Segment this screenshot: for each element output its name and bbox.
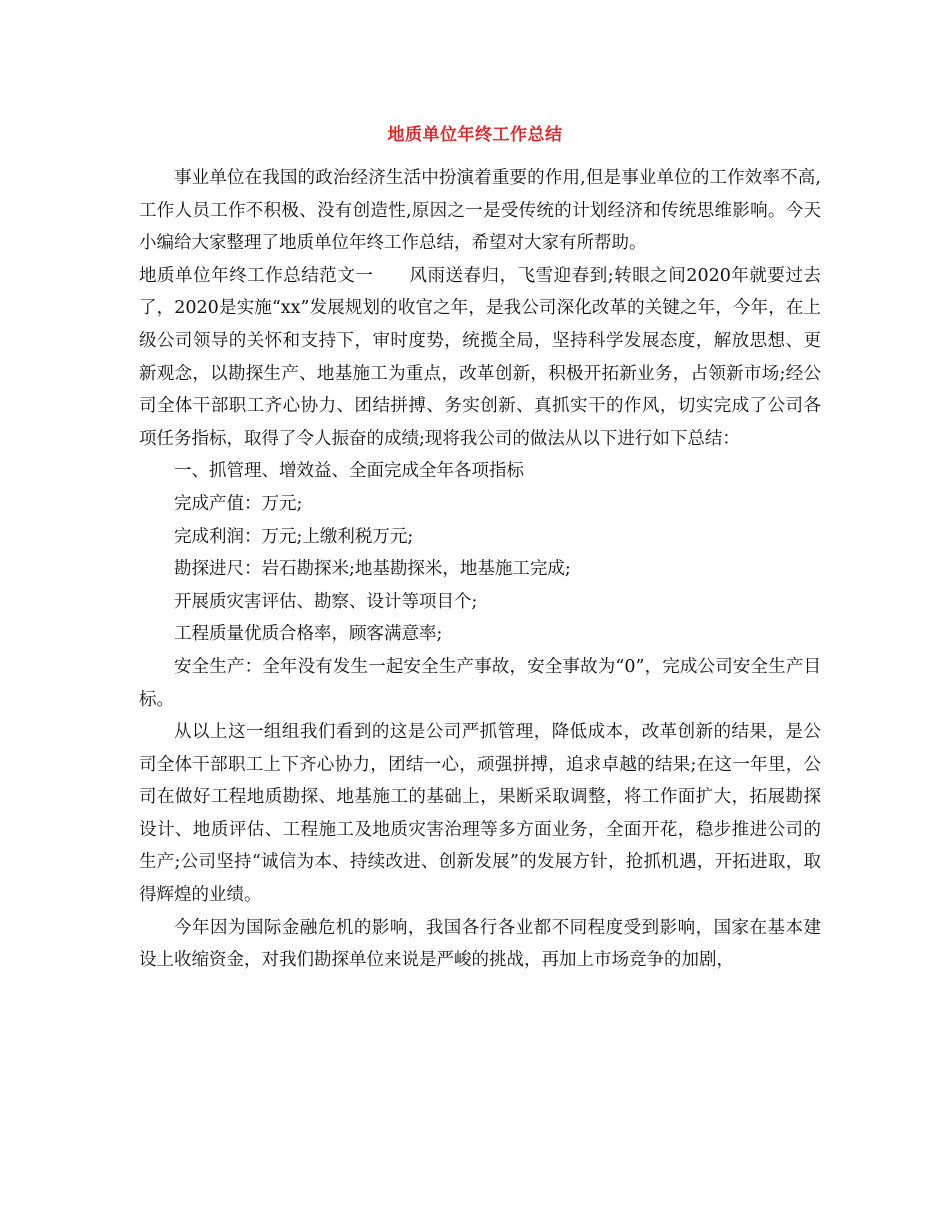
list-item-projects: 开展质灾害评估、勘察、设计等项目个; [174,591,478,612]
list-item-quality: 工程质量优质合格率，顾客满意率; [174,624,443,645]
list-item-progress: 勘探进尺：岩石勘探米;地基勘探米，地基施工完成; [174,559,571,580]
paragraph-result: 从以上这一组组我们看到的这是公司严抓管理，降低成本，改革创新的结果，是公司全体干部职工上下齐心协力，团结一心，顽强拼搏，追求卓越的结果;在这一年里，公司在做好工程地质勘探、地基施工的基础上，果断采取调整，将工作面扩大，拓展勘探设计、地质评估、工程施工及地质灾害治理等多方面业务，全面开花，稳步推进公司的生产;公司坚持“诚信为本、持续改进、创新发展”的发展方针，抢抓机遇，开拓进取，取得辉煌的业绩。 [139,722,821,906]
paragraph-safety: 安全生产：全年没有发生一起安全生产事故，安全事故为“0”，完成公司安全生产目标。 [139,656,821,710]
paragraph-sample-heading: 地质单位年终工作总结范文一 风雨送春归，飞雪迎春到;转眼之间2020年就要过去了，2020是实施“xx”发展规划的收官之年，是我公司深化改革的关键之年，今年，在上级公司领导的关怀和支持下，审时度势，统揽全局，坚持科学发展态度，解放思想、更新观念，以勘探生产、地基施工为重点，改革创新，积极开拓新业务，占领新市场;经公司全体干部职工齐心协力、团结拼搏、务实创新、真抓实干的作风，切实完成了公司各项任务指标，取得了令人振奋的成绩;现将我公司的做法从以下进行如下总结： [139,265,821,449]
section-heading: 一、抓管理、增效益、全面完成全年各项指标 [174,461,524,482]
list-item-profit: 完成利润：万元;上缴利税万元; [174,526,414,547]
paragraph-intro: 事业单位在我国的政治经济生活中扮演着重要的作用,但是事业单位的工作效率不高,工作人员工作不积极、没有创造性,原因之一是受传统的计划经济和传统思维影响。今天小编给大家整理了地质单位年终工作总结，希望对大家有所帮助。 [139,168,821,254]
document-body [139,162,821,977]
list-item-output-value: 完成产值：万元; [174,493,303,514]
document-title: 地质单位年终工作总结 [387,125,563,145]
paragraph-crisis: 今年因为国际金融危机的影响，我国各行各业都不同程度受到影响，国家在基本建设上收缩资金，对我们勘探单位来说是严峻的挑战，再加上市场竞争的加剧， [139,917,821,971]
